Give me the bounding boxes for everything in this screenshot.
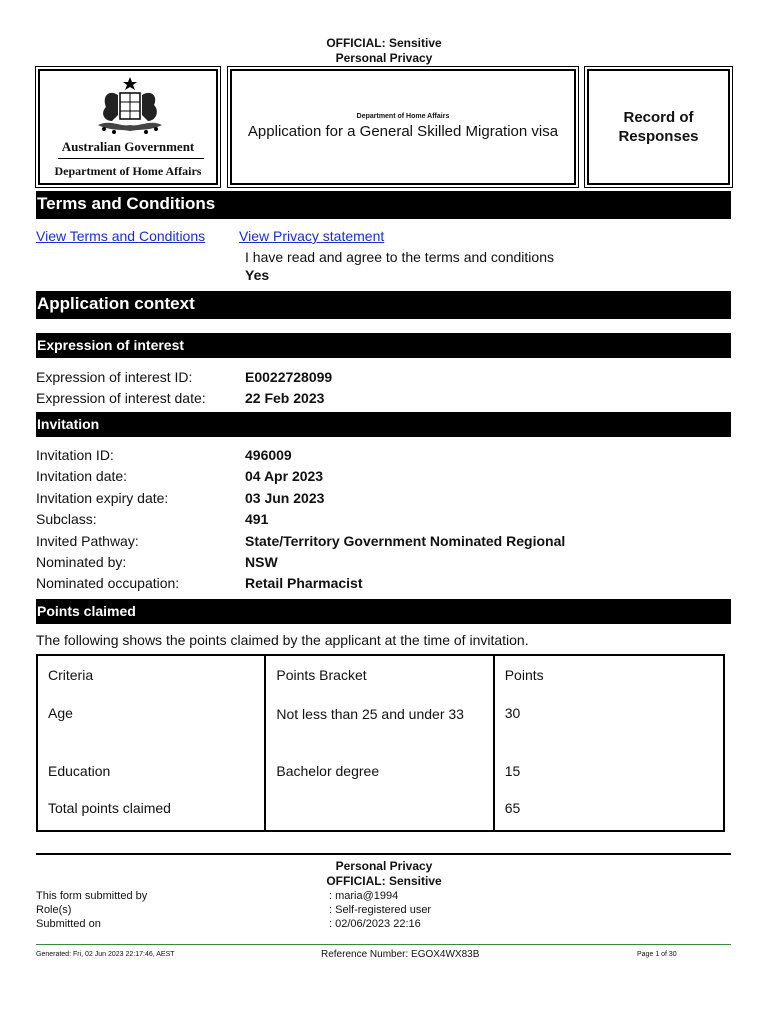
eoi-id-label: Expression of interest ID:	[36, 369, 193, 385]
record-title	[589, 108, 728, 146]
table-cell	[265, 792, 493, 831]
record-line-2: Responses	[618, 128, 699, 145]
government-crest-box	[38, 69, 218, 185]
table-cell: Total points claimed	[37, 792, 265, 831]
generated-timestamp: Generated: Fri, 02 Jun 2023 22:17:46, AEST	[36, 951, 175, 958]
classification-text: OFFICIAL: Sensitive	[326, 36, 442, 50]
table-cell: Bachelor degree	[265, 753, 493, 792]
footer-privacy-text: Personal Privacy	[335, 859, 433, 873]
eoi-heading: Expression of interest	[36, 333, 731, 358]
roles-label: Role(s)	[36, 904, 72, 916]
submitted-by-label: This form submitted by	[36, 890, 148, 902]
invitation-label: Subclass:	[36, 511, 97, 527]
form-title-box	[230, 69, 576, 185]
eoi-id-value: E0022728099	[245, 369, 333, 385]
department-name: Department of Home Affairs	[54, 164, 202, 178]
invitation-value: 03 Jun 2023	[245, 490, 325, 506]
table-row	[37, 792, 724, 831]
government-name: Australian Government	[61, 139, 195, 154]
table-cell: Not less than 25 and under 33	[265, 695, 493, 753]
invitation-label: Nominated occupation:	[36, 575, 180, 591]
points-table	[36, 654, 725, 832]
column-header: Points	[494, 655, 724, 695]
invitation-value: State/Territory Government Nominated Regional	[245, 533, 566, 549]
submitted-by-value: : maria@1994	[329, 890, 399, 902]
invitation-value: Retail Pharmacist	[245, 575, 363, 591]
form-title: Application for a General Skilled Migration visa	[247, 123, 559, 140]
footer-rule	[36, 944, 731, 945]
agree-text: I have read and agree to the terms and conditions	[245, 249, 554, 265]
points-heading: Points claimed	[36, 599, 731, 624]
classification-label	[0, 36, 768, 66]
record-box	[587, 69, 730, 185]
page-number: Page 1 of 30	[637, 951, 677, 958]
table-row	[37, 695, 724, 753]
table-cell: 30	[494, 695, 724, 753]
privacy-text: Personal Privacy	[335, 51, 433, 65]
invitation-value: 496009	[245, 447, 292, 463]
view-terms-link[interactable]: View Terms and Conditions	[36, 228, 206, 244]
invitation-label: Invitation ID:	[36, 447, 114, 463]
terms-heading: Terms and Conditions	[36, 191, 731, 219]
table-cell: Age	[37, 695, 265, 753]
coat-of-arms-icon	[90, 75, 170, 137]
footer-divider	[36, 853, 731, 855]
record-line-1: Record of	[623, 109, 694, 126]
invitation-label: Nominated by:	[36, 554, 127, 570]
submitted-on-value: : 02/06/2023 22:16	[329, 918, 421, 930]
roles-value: : Self-registered user	[329, 904, 432, 916]
table-row	[37, 753, 724, 792]
points-intro: The following shows the points claimed by the applicant at the time of invitation.	[36, 632, 529, 648]
agree-value: Yes	[245, 267, 270, 283]
eoi-date-label: Expression of interest date:	[36, 390, 206, 406]
view-privacy-link[interactable]: View Privacy statement	[239, 228, 385, 244]
invitation-value: 491	[245, 511, 269, 527]
invitation-value: 04 Apr 2023	[245, 468, 324, 484]
reference-number: Reference Number: EGOX4WX83B	[321, 949, 480, 960]
column-header: Points Bracket	[265, 655, 493, 695]
form-department: Department of Home Affairs	[356, 113, 450, 120]
invitation-label: Invitation date:	[36, 468, 128, 484]
application-context-heading: Application context	[36, 291, 731, 319]
table-cell: 65	[494, 792, 724, 831]
footer-classification-text: OFFICIAL: Sensitive	[326, 874, 442, 888]
invitation-label: Invitation expiry date:	[36, 490, 169, 506]
submitted-on-label: Submitted on	[36, 918, 101, 930]
table-header-row	[37, 655, 724, 695]
footer-classification	[0, 859, 768, 889]
table-cell: 15	[494, 753, 724, 792]
crest-divider	[58, 158, 204, 159]
column-header: Criteria	[37, 655, 265, 695]
invitation-label: Invited Pathway:	[36, 533, 139, 549]
invitation-heading: Invitation	[36, 412, 731, 437]
table-cell: Education	[37, 753, 265, 792]
eoi-date-value: 22 Feb 2023	[245, 390, 325, 406]
invitation-value: NSW	[245, 554, 278, 570]
